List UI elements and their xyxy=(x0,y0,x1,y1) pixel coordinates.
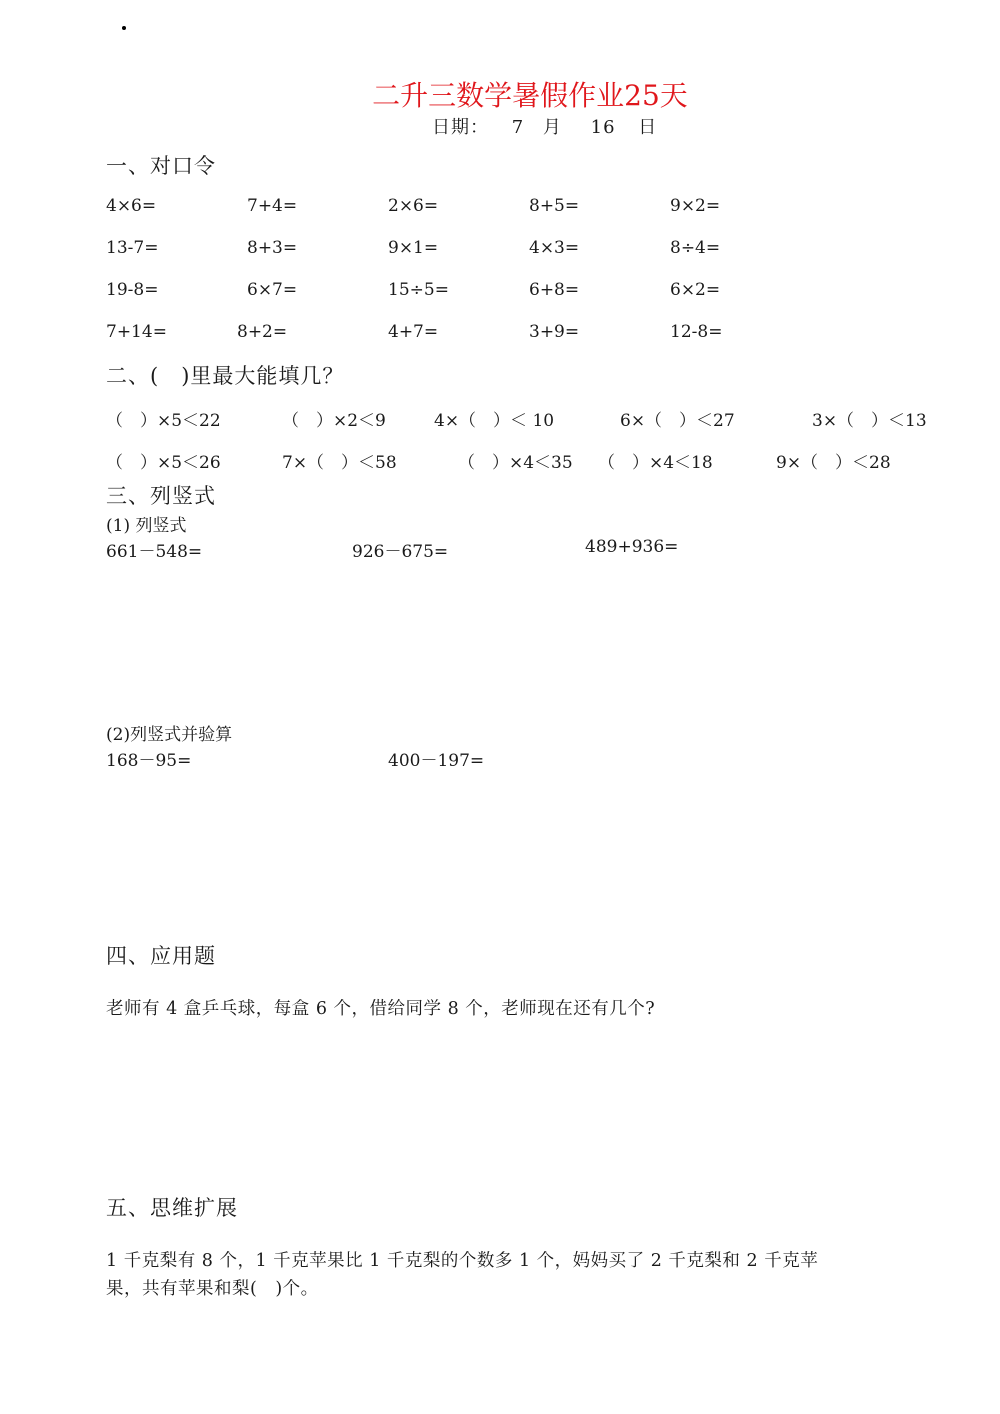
oral-item: 4×6= xyxy=(106,196,157,216)
page-dot-mark xyxy=(122,26,126,30)
date-day: 16 xyxy=(590,117,616,138)
oral-item: 6×7= xyxy=(247,280,298,300)
oral-item: 8+3= xyxy=(247,238,298,258)
vertical-calc-item: 661－548= xyxy=(106,542,203,562)
oral-item: 6×2= xyxy=(670,280,721,300)
section4-heading: 四、应用题 xyxy=(106,944,216,968)
date-month: 7 xyxy=(511,117,525,138)
vertical-calc-item: 168－95= xyxy=(106,751,192,771)
vertical-calc-item: 489+936= xyxy=(585,537,679,557)
oral-item: 12-8= xyxy=(670,322,723,342)
oral-item: 15÷5= xyxy=(388,280,449,300)
oral-item: 4+7= xyxy=(388,322,439,342)
oral-item: 4×3= xyxy=(529,238,580,258)
section3-part1-label: (1) 列竖式 xyxy=(106,516,187,536)
oral-item: 13-7= xyxy=(106,238,159,258)
oral-item: 7+4= xyxy=(247,196,298,216)
fill-item: 4×（ ）＜ 10 xyxy=(434,411,555,431)
fill-item: （ ）×4＜35 xyxy=(458,453,573,473)
date-month-unit: 月 xyxy=(542,117,562,138)
oral-item: 7+14= xyxy=(106,322,167,342)
oral-item: 8+5= xyxy=(529,196,580,216)
vertical-calc-item: 400－197= xyxy=(388,751,485,771)
fill-item: 7×（ ）＜58 xyxy=(282,453,397,473)
fill-item: （ ）×5＜26 xyxy=(106,453,221,473)
oral-item: 8÷4= xyxy=(670,238,721,258)
worksheet-title: 二升三数学暑假作业25天 xyxy=(372,79,688,112)
vertical-calc-item: 926－675= xyxy=(352,542,449,562)
oral-item: 6+8= xyxy=(529,280,580,300)
thinking-problem-line2: 果，共有苹果和梨( )个。 xyxy=(106,1279,319,1299)
date-day-unit: 日 xyxy=(638,117,658,138)
section3-part2-label: (2)列竖式并验算 xyxy=(106,725,233,745)
fill-item: 6×（ ）＜27 xyxy=(620,411,735,431)
section5-heading: 五、思维扩展 xyxy=(106,1196,238,1220)
fill-item: （ ）×5＜22 xyxy=(106,411,221,431)
oral-item: 3+9= xyxy=(529,322,580,342)
oral-item: 8+2= xyxy=(237,322,288,342)
fill-item: （ ）×4＜18 xyxy=(598,453,713,473)
fill-item: （ ）×2＜9 xyxy=(282,411,386,431)
oral-item: 9×1= xyxy=(388,238,439,258)
thinking-problem-line1: 1 千克梨有 8 个，1 千克苹果比 1 千克梨的个数多 1 个，妈妈买了 2 千克梨和 2 千克苹 xyxy=(106,1251,819,1271)
fill-item: 9×（ ）＜28 xyxy=(776,453,891,473)
word-problem: 老师有 4 盒乒乓球，每盒 6 个，借给同学 8 个，老师现在还有几个? xyxy=(106,999,656,1019)
date-line xyxy=(432,113,657,139)
section2-heading: 二、( )里最大能填几？ xyxy=(106,364,345,388)
oral-item: 9×2= xyxy=(670,196,721,216)
section3-heading: 三、列竖式 xyxy=(106,484,216,508)
oral-item: 19-8= xyxy=(106,280,159,300)
date-label: 日期： xyxy=(432,117,489,138)
section1-heading: 一、对口令 xyxy=(106,154,216,178)
fill-item: 3×（ ）＜13 xyxy=(812,411,927,431)
oral-item: 2×6= xyxy=(388,196,439,216)
